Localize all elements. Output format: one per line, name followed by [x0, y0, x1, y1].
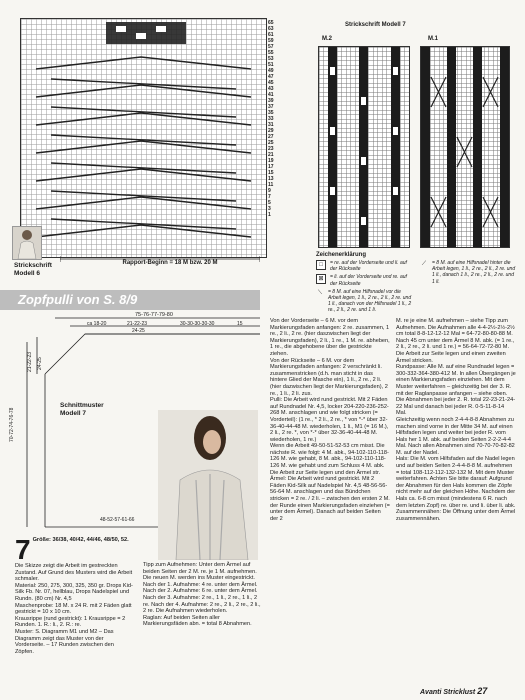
- row-number: 23: [268, 146, 274, 152]
- row-number: 31: [268, 122, 274, 128]
- row-number: 53: [268, 56, 274, 62]
- row-number: 63: [268, 26, 274, 32]
- row-number: 45: [268, 80, 274, 86]
- paragraph: Von der Vorderseite – 6 M. vor dem Markierungsfaden anfangen: 2 re. zusammen, 1 re., 2 li., 2 re. (hier daszwischen liegt der Markierungsfaden), 2 li., 1 re., 1 M. re. abheben, 1 re., die abgehobene über die gestrickte ziehen.: [270, 318, 390, 357]
- text-column-4: [396, 318, 516, 522]
- bottom-measure: 48-52-57-61-66: [100, 517, 135, 523]
- row-number: 1: [268, 212, 271, 218]
- model-6-photo: [12, 226, 42, 260]
- row-number: 65: [268, 20, 274, 26]
- segment-label: 15: [237, 321, 243, 327]
- model-number: 7: [15, 534, 31, 565]
- model-figure-icon: [13, 227, 41, 259]
- legend-text: = li. auf der Vorderseite und re. auf der Rückseite: [330, 274, 407, 287]
- row-number: 17: [268, 164, 274, 170]
- footer-magazine: Stricklust: [443, 689, 476, 696]
- row-number: 61: [268, 32, 274, 38]
- paragraph: Raglan: Auf beiden Seiten aller Markierungsfäden abn. = total 8 Abnahmen.: [143, 614, 252, 628]
- armhole-measure: 21-22-23: [27, 351, 33, 372]
- row-number: 37: [268, 104, 274, 110]
- paragraph: Material: 250, 275, 300, 325, 350 gr. Drops Kid-Silk Fb. Nr. 07, hellblau, Drops Nadelspiel und Rundn. (80 cm) Nr. 4,5: [15, 582, 133, 602]
- paragraph: Hals: Die M. vom Hilfsfaden auf die Nadel legen und auf beiden Seiten 2-4-4-8-8 M. aufnehmen = total 108-112-112-132-132 M. Mit dem Muster weiterfahren. Achten Sie bitte darauf: Aufgrund der Abnahmen für den Hals kommen die Zöpfe nicht mehr auf der gleichen Höhe. Nachdem der Hals ca. 6-8 cm misst (mindestens 6 R. nach dem letzten Zopf) re. über re. und li. über li. abk.: [396, 456, 516, 509]
- modell-6-caption: [14, 262, 52, 278]
- top-measure: 75-76-77-79-80: [135, 312, 173, 318]
- row-number: 43: [268, 86, 274, 92]
- segment-label: 21-22-23: [127, 321, 148, 327]
- section-banner: [0, 290, 260, 310]
- row-number: 57: [268, 44, 274, 50]
- row-number: 3: [268, 206, 271, 212]
- chart-m1-drawing: [421, 47, 509, 247]
- paragraph: Krausrippe (rund gestrickt): 1 Krausrippe = 2 Runden. 1. R.: li., 2. R.: re.: [15, 615, 126, 629]
- row-number: 49: [268, 68, 274, 74]
- chart-m1: [420, 46, 510, 248]
- side-small-measure: 24-25: [37, 357, 43, 370]
- paragraph: Nach der 1. Aufnahme: 4 re. unter dem Ärmel. Nach der 2. Aufnahme: 6 re. unter dem Ärmel. Nach der 3. Aufnahme: 2 re., 1 li., 2 re., 1 li., 2 re. Nach der 4. Aufnahme: 2 re., 2 li., 2 re., 2 li., 2 re. Die Aufnahmen wiederholen.: [143, 581, 261, 615]
- row-number: 59: [268, 38, 274, 44]
- page-number: 27: [477, 686, 488, 696]
- row-number: 29: [268, 128, 274, 134]
- model-7-photo: [158, 410, 258, 560]
- label-m2: M.2: [322, 36, 333, 42]
- row-number: 35: [268, 110, 274, 116]
- segment-label: 24-25: [132, 328, 145, 334]
- row-numbers-modell-6: [268, 20, 282, 218]
- page-footer: [420, 686, 487, 696]
- row-number: 7: [268, 194, 271, 200]
- label-m1: M.1: [428, 36, 439, 42]
- section-title: Zopfpulli von S. 8/9: [18, 292, 138, 307]
- legend: [316, 252, 516, 316]
- row-number: 13: [268, 176, 274, 182]
- chart-m2: [318, 46, 410, 248]
- legend-item: [316, 274, 414, 286]
- knit-symbol-icon: □: [316, 260, 326, 270]
- cable-chart-modell-6: [20, 18, 267, 258]
- segment-label: ca 18-20: [87, 321, 107, 327]
- paragraph: Muster: S. Diagramm M1 und M2 – Das Diagramm zeigt das Muster von der Vorderseite. – 17 Runden zwischen den Zöpfen.: [15, 628, 114, 655]
- row-number: 21: [268, 152, 274, 158]
- paragraph: Gleichzeitig wenn noch 2-4-4-8-8 Abnahmen zu machen sind vorne in der Mitte 34 M. auf einen Hilfsfaden legen und weiter bei jeder R. vom Hals her 1 M. abk. auf beiden Seiten 2-2-2-4-4 Mal. Nach allen Abnahmen sind 70-70-70-82-82 M. auf der Nadel.: [396, 416, 515, 456]
- paragraph: Wenn die Arbeit 49-50-51-52-53 cm misst. Die nächste R. wie folgt: 4 M. abk., 94-102-110-118-126 M. wie gehabt, 8 M. abk., 94-102-110-118-126 M. wie gehabt und zum Schluss 4 M. abk. Die Arbeit zur Seite legen und den Ärmel str.: [270, 443, 389, 476]
- legend-title: Zeichenerklärung: [316, 252, 367, 258]
- paragraph: Ärmel: Die Arbeit wird rund gestrickt. Mit 2 Fäden Kid-Silk auf Nadelspiel Nr. 4,5 48-56-56-56-64 M. anschlagen und das Bündchen stricken = 2 re. / 2 li. – zwischen den ersten 2 M. der Runde einen Markierungsfaden einziehen (= unter dem Ärmel). Danach auf beiden Seiten der 2: [270, 476, 390, 522]
- cable-front-icon: ⟍: [317, 289, 323, 296]
- footer-brand: Avanti: [420, 689, 442, 696]
- purl-symbol-icon: ⊠: [316, 274, 326, 284]
- size-line: Größe: 36/38, 40/42, 44/46, 48/50, 52.: [32, 537, 129, 543]
- row-number: 33: [268, 116, 274, 122]
- rapport-arrow: [60, 256, 260, 262]
- paragraph: M. re je eine M. aufnehmen – siehe Tipp zum Aufnehmen. Die Aufnahmen alle 4-4-2½-2½-2½ cm total 8-8-12-12-12 Mal = 64-72-80-80-88 M. Nach 45 cm unter dem Ärmel 8 M. abk. (= 1 re., 2 li., 2 re., 2 li. und 1 re.) = 56-64-72-72-80 M. Die Arbeit zur Seite legen und einen zweiten Ärmel stricken.: [396, 318, 515, 364]
- legend-text: = 8 M. auf eine Hilfsnadel vor die Arbeit legen, 1 li., 2 re., 2 li., 2 re. und 1 li., danach von der Hilfsnadel 1 li., 2 re., 2 li., 2 re. und 1 li.: [328, 288, 412, 314]
- row-number: 19: [268, 158, 274, 164]
- legend-item: [420, 260, 516, 285]
- schematic-label: [60, 402, 104, 418]
- row-number: 27: [268, 134, 274, 140]
- paragraph: Zusammennähen: Die Öffnung unter dem Ärmel zusammennähen.: [396, 509, 516, 522]
- legend-text: = 8 M. auf eine Hilfsnadel hinter die Arbeit legen, 1 li., 2 re., 2 li., 2 re. und 1 li., danach 1 li., 2 re., 2 li., 2 re. und 1 li.: [432, 260, 516, 285]
- legend-item: [316, 289, 414, 314]
- row-number: 41: [268, 92, 274, 98]
- text-column-1: [15, 534, 133, 655]
- row-number: 15: [268, 170, 274, 176]
- schematic-label-line: Modell 7: [60, 410, 87, 417]
- caption-line: Strickschrift: [14, 262, 52, 269]
- row-number: 9: [268, 188, 271, 194]
- side-height: 70-72-74-76-78: [9, 407, 15, 442]
- row-number: 5: [268, 200, 271, 206]
- text-column-3: [270, 318, 390, 522]
- segment-label: 30-30-30-30-30: [180, 321, 215, 327]
- cable-back-icon: ⟋: [421, 261, 427, 267]
- paragraph: Die Skizze zeigt die Arbeit im gestreckten Zustand. Auf Grund des Musters wird die Arbeit schmaler.: [15, 563, 133, 583]
- chart-m2-drawing: [319, 47, 409, 247]
- paragraph: Tipp zum Aufnehmen: Unter dem Ärmel auf beiden Seiten der 2 M. re. je 1 M. aufnehmen. Die neuen M. werden ins Muster eingestrickt.: [143, 562, 257, 582]
- row-number: 11: [268, 182, 274, 188]
- schematic-label-line: Schnittmuster: [60, 402, 104, 409]
- text-column-2: [143, 562, 263, 628]
- row-number: 47: [268, 74, 274, 80]
- paragraph: Maschenprobe: 18 M. x 24 R. mit 2 Fäden glatt gestrickt = 10 x 10 cm.: [15, 602, 132, 616]
- cable-chart-drawing: [21, 19, 266, 257]
- paragraph: Von der Rückseite – 6 M. vor dem Markierungsfaden anfangen: 2 verschränkt li. zusammenstricken (d.h. man sticht in das hintere Glied der Masche ein), 1 li., 2 re., 2 li. (hier dazwischen liegt der Markierungsfaden), 2 re., 1 li., 2 li. zus.: [270, 357, 388, 397]
- row-number: 55: [268, 50, 274, 56]
- rapport-label: Rapport-Beginn = 18 M bzw. 20 M: [122, 260, 218, 266]
- chart-right-title: Strickschrift Modell 7: [345, 22, 406, 28]
- model-photo-figure: [158, 410, 258, 560]
- paragraph: Rundpasse: Alle M. auf eine Rundnadel legen = 300-332-364-380-412 M. In allen Übergängen je einen Markierungsfaden einziehen. Mit dem Muster weiterfahren – gleichzeitig bei der 3. R. mit der Raglanpasse anfangen – siehe oben. Die Abnahmen bei jeder 2. R. total 22-23-21-24-22 Mal und danach bei jeder R. 0-5-11-8-14 Mal.: [396, 364, 516, 417]
- row-number: 39: [268, 98, 274, 104]
- row-number: 25: [268, 140, 274, 146]
- caption-line: Modell 6: [14, 270, 41, 277]
- row-number: 51: [268, 62, 274, 68]
- paragraph: Pulli: Die Arbeit wird rund gestrickt. Mit 2 Fäden auf Rundnadel Nr. 4,5, locker 204-220-236-252-268 M. anschlagen und wie folgt stricken (= Vorderteil): (1 re., * 2 li., 2 re., * von *-* über 32-36-40-44-48 M. wiederholen, 1 li., M1 (= 16 M.), 2 li., 2 re. *, von *-* über 32-36-40-44-48 M. wiederholen, 1 re.): [270, 397, 389, 443]
- legend-text: = re. auf der Vorderseite und li. auf der Rückseite: [330, 260, 407, 273]
- legend-item: [316, 260, 414, 272]
